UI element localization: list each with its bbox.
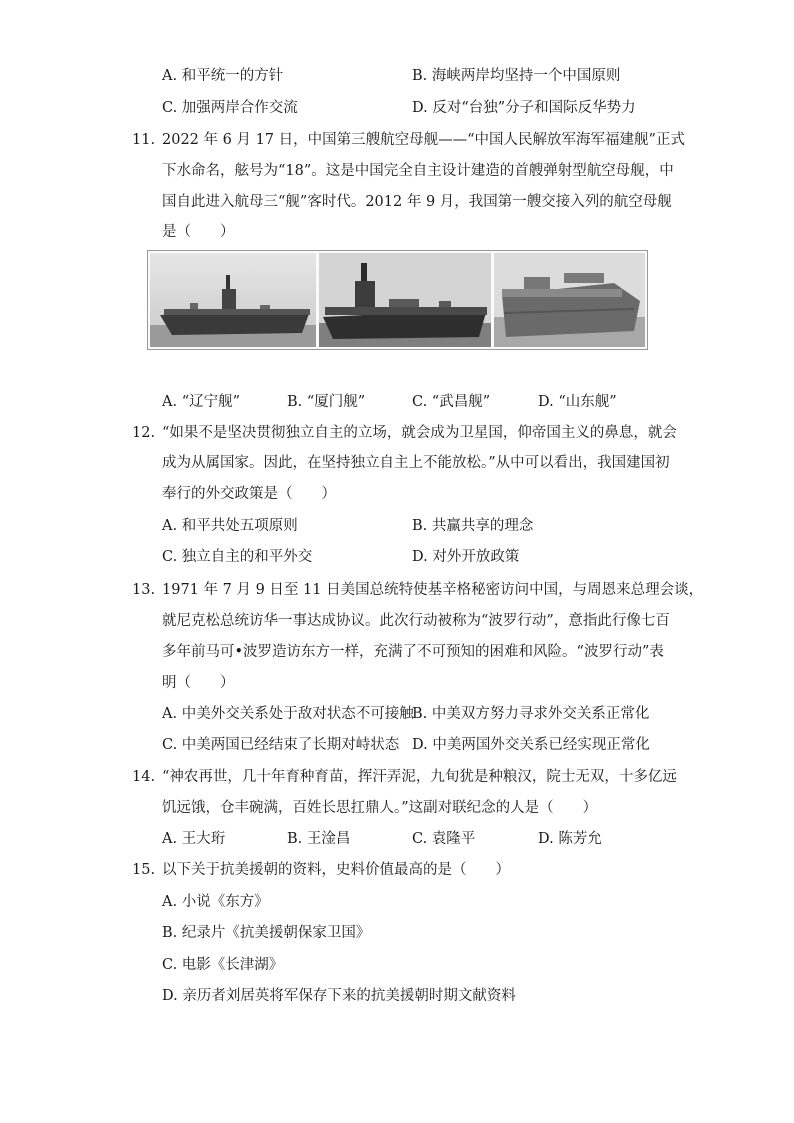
q12-option-c: C. 独立自主的和平外交 [162,549,313,565]
q12-stem-line-3: 奉行的外交政策是（ ） [162,486,336,502]
q12-option-a: A. 和平共处五项原则 [162,518,298,534]
q11-stem-line-1: 2022 年 6 月 17 日，中国第三艘航空母舰——“中国人民解放军海军福建舰”正式 [162,132,685,148]
q11-option-d: D. “山东舰” [538,394,617,410]
q10-option-b: B. 海峡两岸均坚持一个中国原则 [412,68,621,84]
q14-stem-line-2: 饥远饿，仓丰碗满，百姓长思扛鼎人。”这副对联纪念的人是（ ） [162,800,598,816]
q10-option-d: D. 反对“台独”分子和国际反华势力 [412,100,636,116]
q15-option-b: B. 纪录片《抗美援朝保家卫国》 [162,925,371,941]
q15-number: 15. [132,862,156,878]
q13-option-a: A. 中美外交关系处于敌对状态不可接触 [162,706,414,722]
q12-option-d: D. 对外开放政策 [412,549,520,565]
q15-option-c: C. 电影《长津湖》 [162,957,284,973]
q13-option-c: C. 中美两国已经结束了长期对峙状态 [162,737,400,753]
q11-stem-line-2: 下水命名，舷号为“18”。这是中国完全自主设计建造的首艘弹射型航空母舰，中 [162,163,674,179]
q14-option-a: A. 王大珩 [162,831,226,847]
carrier-photo-1 [150,253,316,347]
carrier-photo-3 [494,253,645,347]
q11-stem-line-3: 国自此进入航母三“舰”客时代。2012 年 9 月，我国第一艘交接入列的航空母舰 [162,194,672,210]
q14-option-d: D. 陈芳允 [538,831,602,847]
q11-stem-line-4: 是（ ） [162,224,235,240]
q15-option-a: A. 小说《东方》 [162,894,269,910]
q14-option-b: B. 王淦昌 [287,831,351,847]
carrier-photo-strip [147,250,648,350]
q13-stem-line-1: 1971 年 7 月 9 日至 11 日美国总统特使基辛格秘密访问中国，与周恩来总理会谈， [162,582,704,598]
q15-stem-line-1: 以下关于抗美援朝的资料，史料价值最高的是（ ） [162,862,510,878]
q11-option-a: A. “辽宁舰” [162,394,241,410]
q10-option-c: C. 加强两岸合作交流 [162,100,298,116]
q12-stem-line-2: 成为从属国家。因此，在坚持独立自主上不能放松。”从中可以看出，我国建国初 [162,455,670,471]
q14-option-c: C. 袁隆平 [412,831,476,847]
q10-option-a: A. 和平统一的方针 [162,68,284,84]
q14-stem-line-1: “神农再世，几十年育种育苗，挥汗弄泥，九旬犹是种粮汉，院士无双，十多亿远 [162,769,677,785]
q13-stem-line-2: 就尼克松总统访华一事达成协议。此次行动被称为“波罗行动”，意指此行像七百 [162,613,670,629]
q13-option-b: B. 中美双方努力寻求外交关系正常化 [412,706,650,722]
q13-stem-line-3: 多年前马可•波罗造访东方一样，充满了不可预知的困难和风险。“波罗行动”表 [162,644,664,660]
q12-stem-line-1: “如果不是坚决贯彻独立自主的立场，就会成为卫星国，仰帝国主义的鼻息，就会 [162,425,677,441]
q13-stem-line-4: 明（ ） [162,675,235,691]
q15-option-d: D. 亲历者刘居英将军保存下来的抗美援朝时期文献资料 [162,988,516,1004]
q12-number: 12. [132,425,156,441]
q12-option-b: B. 共赢共享的理念 [412,518,534,534]
carrier-photo-2 [319,253,491,347]
q11-option-b: B. “厦门舰” [287,394,366,410]
q11-number: 11. [132,132,156,148]
q13-option-d: D. 中美两国外交关系已经实现正常化 [412,737,650,753]
q11-option-c: C. “武昌舰” [412,394,491,410]
q14-number: 14. [132,769,156,785]
q13-number: 13. [132,582,156,598]
